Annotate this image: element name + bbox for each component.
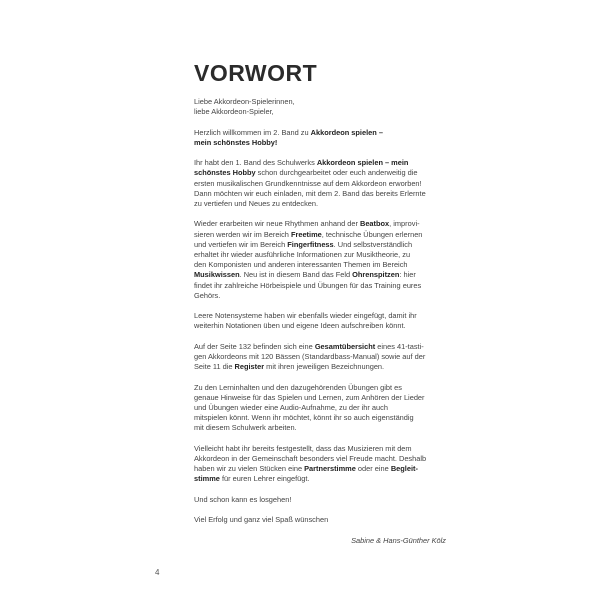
text-run: Liebe Akkordeon-Spielerinnen, liebe Akkordeon-Spieler, — [194, 97, 295, 117]
bold-term: Beatbox — [359, 219, 390, 229]
page-number: 4 — [155, 568, 160, 577]
text-run: Und schon kann es losgehen! — [194, 494, 292, 504]
text-run: : hier findet ihr zahlreiche Hörbeispiele und Übungen für das Training eures Gehörs. — [194, 270, 422, 300]
text-run: Auf der Seite 132 befinden sich eine — [194, 341, 315, 351]
text-run: . Und selbstverständlich erhaltet ihr wieder ausführliche Informationen zur Musiktheorie, zu den Komponisten und anderen interessanten Themen im Bereich — [194, 239, 413, 270]
bold-term: Fingerfitness — [287, 239, 334, 249]
bold-term: Akkordeon spielen – mein schönstes Hobby! — [194, 127, 383, 147]
text-run: . Neu ist in diesem Band das Feld — [239, 270, 353, 280]
bold-term: Ohrenspitzen — [352, 270, 400, 280]
text-run: Leere Notensysteme haben wir ebenfalls wieder eingefügt, damit ihr weiterhin Notationen üben und eigene Ideen aufschreiben könnt. — [194, 311, 417, 331]
bold-term: Akkordeon spielen – mein schönstes Hobby — [194, 158, 409, 178]
paragraph — [194, 383, 446, 434]
paragraph-list — [194, 97, 446, 525]
paragraph — [194, 444, 446, 485]
bold-term: Begleit- stimme — [194, 464, 418, 484]
paragraph — [194, 495, 446, 505]
bold-term: Register — [234, 362, 265, 372]
text-run: oder eine — [355, 464, 391, 474]
text-run: Viel Erfolg und ganz viel Spaß wünschen — [194, 515, 329, 525]
bold-term: Partnerstimme — [304, 464, 356, 474]
paragraph — [194, 158, 446, 209]
paragraph — [194, 515, 446, 525]
text-run: , improvi- sieren werden wir im Bereich — [194, 219, 420, 239]
paragraph — [194, 342, 446, 373]
paragraph — [194, 219, 446, 301]
text-run: für euren Lehrer eingefügt. — [219, 474, 310, 484]
text-run: Zu den Lerninhalten und den dazugehörenden Übungen gibt es genaue Hinweise für das Spielen und Lernen, zum Anhören der Lieder und Übungen wieder eine Audio-Aufnahme, zu der ihr auch mitspielen könnt. Wenn ihr möchtet, könnt ihr so auch eigenständig mit diesem Schulwerk arbeiten. — [194, 382, 425, 433]
text-run: schon durchgearbeitet oder euch anderweitig die ersten musikalischen Grundkenntnisse auf dem Akkordeon erworben! Dann möchten wir euch einladen, mit dem 2. Band das bereits Erlernte zu vertiefen und Neues zu entdecken. — [194, 168, 426, 208]
text-run: Wieder erarbeiten wir neue Rhythmen anhand der — [194, 219, 360, 229]
text-run: Ihr habt den 1. Band des Schulwerks — [194, 158, 317, 168]
text-run: eines 41-tasti- gen Akkordeons mit 120 Bässen (Standardbass-Manual) sowie auf der Seite 11 die — [194, 341, 426, 372]
paragraph — [194, 128, 446, 148]
text-run: Herzlich willkommen im 2. Band zu — [194, 127, 311, 137]
author-signature: Sabine & Hans-Günther Kölz — [351, 535, 446, 545]
text-run: Vielleicht habt ihr bereits festgestellt, dass das Musizieren mit dem Akkordeon in der Gemeinschaft besonders viel Freude macht. Deshalb haben wir zu vielen Stücken eine — [194, 443, 427, 474]
bold-term: Musikwissen — [194, 270, 240, 280]
body-text — [194, 97, 446, 546]
paragraph — [194, 311, 446, 331]
text-run: mit ihren jeweiligen Bezeichnungen. — [264, 362, 385, 372]
bold-term: Gesamtübersicht — [314, 341, 376, 351]
paragraph — [194, 97, 446, 117]
page-title: VORWORT — [194, 60, 318, 86]
text-run: , technische Übungen erlernen und vertiefen wir im Bereich — [194, 229, 423, 249]
bold-term: Freetime — [290, 229, 322, 239]
